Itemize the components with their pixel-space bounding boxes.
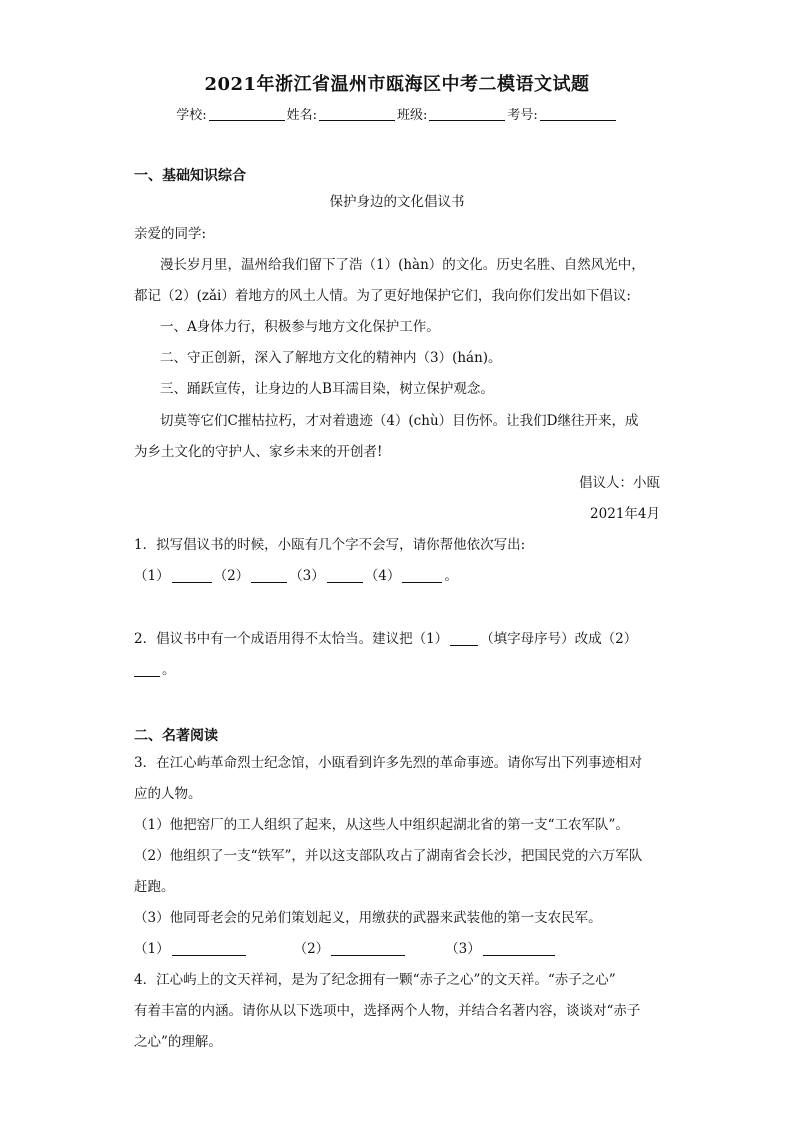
q1-label-2: （2） <box>213 568 250 584</box>
name-label: 姓名: <box>286 108 317 123</box>
question-1-answers <box>134 567 458 585</box>
class-label: 班级: <box>397 108 428 123</box>
q3-blank-1[interactable] <box>172 942 246 956</box>
class-blank[interactable] <box>429 108 505 121</box>
q1-label-3: （3） <box>289 568 325 584</box>
question-3-item-1: （1）他把窑厂的工人组织了起来，从这些人中组织起湖北省的第一支“工农军队”。 <box>134 817 629 833</box>
school-label: 学校: <box>176 108 207 123</box>
letter-paragraph-1-line-1: 漫长岁月里，温州给我们留下了浩（1）(hàn）的文化。历史名胜、自然风光中， <box>160 257 645 273</box>
exam-number-label: 考号: <box>507 108 538 123</box>
school-blank[interactable] <box>209 108 285 121</box>
q2-end: 。 <box>162 662 176 678</box>
q3-blank-3[interactable] <box>483 942 555 956</box>
question-3-item-2-line-1: （2）他组织了一支“铁军”，并以这支部队攻占了湖南省会长沙，把国民党的六万军队 <box>134 848 643 864</box>
question-4-line-3: 之心”的理解。 <box>134 1034 222 1050</box>
letter-paragraph-1-line-2: 都记（2）(zǎi）着地方的风土人情。为了更好地保护它们，我向你们发出如下倡议: <box>134 288 631 304</box>
q2-blank-1[interactable] <box>450 632 478 646</box>
letter-paragraph-2-line-1: 切莫等它们C摧枯拉朽，才对着遗迹（4）(chù）目伤怀。让我们D继往开来，成 <box>160 413 639 429</box>
section-heading-basics: 一、基础知识综合 <box>134 168 246 184</box>
letter-item-2: 二、守正创新，深入了解地方文化的精神内（3）(hán)。 <box>160 350 502 366</box>
question-3-item-3: （3）他同哥老会的兄弟们策划起义，用缴获的武器来武装他的第一支农民军。 <box>134 910 602 926</box>
question-3-item-2-line-2: 赶跑。 <box>134 879 175 895</box>
q1-blank-2[interactable] <box>251 569 287 583</box>
q1-blank-1[interactable] <box>172 569 212 583</box>
letter-item-1: 一、A身体力行，积极参与地方文化保护工作。 <box>160 319 440 335</box>
q1-label-4: （4） <box>364 568 401 584</box>
q2-blank-2[interactable] <box>134 663 160 677</box>
letter-date: 2021年4月 <box>590 506 660 522</box>
letter-item-3: 三、踊跃宣传，让身边的人B耳濡目染，树立保护观念。 <box>160 381 494 397</box>
exam-number-blank[interactable] <box>540 108 616 121</box>
question-3-line-1: 3．在江心屿革命烈士纪念馆，小瓯看到许多先烈的革命事迹。请你写出下列事迹相对 <box>134 755 643 771</box>
question-1-prompt: 1．拟写倡议书的时候，小瓯有几个字不会写，请你帮他依次写出: <box>134 537 526 553</box>
q3-label-1: （1） <box>134 941 170 957</box>
q1-blank-3[interactable] <box>327 569 363 583</box>
question-4-line-2: 有着丰富的内涵。请你从以下选项中，选择两个人物，并结合名著内容，谈谈对“赤子 <box>134 1003 641 1019</box>
q3-blank-2[interactable] <box>331 942 405 956</box>
question-2-line-1 <box>134 630 637 648</box>
student-info-line <box>0 104 794 123</box>
name-blank[interactable] <box>319 108 395 121</box>
question-4-line-1: 4．江心屿上的文天祥祠，是为了纪念拥有一颗“赤子之心”的文天祥。“赤子之心” <box>134 972 616 988</box>
q2-text-a: 2．倡议书中有一个成语用得不太恰当。建议把（1） <box>134 631 449 647</box>
question-2-line-2 <box>134 661 176 679</box>
letter-salutation: 亲爱的同学: <box>134 226 207 242</box>
q3-label-2: （2） <box>293 941 330 957</box>
letter-title: 保护身边的文化倡议书 <box>329 194 465 210</box>
q1-end: 。 <box>444 568 458 584</box>
q1-blank-4[interactable] <box>402 569 442 583</box>
q3-label-3: （3） <box>445 941 481 957</box>
letter-signer: 倡议人：小瓯 <box>579 475 660 491</box>
q1-label-1: （1） <box>134 568 170 584</box>
q2-text-b: （填字母序号）改成（2） <box>480 631 638 647</box>
question-3-line-2: 应的人物。 <box>134 786 202 802</box>
page-title: 2021年浙江省温州市瓯海区中考二模语文试题 <box>204 74 590 95</box>
section-heading-classics: 二、名著阅读 <box>134 728 218 744</box>
question-3-answers <box>134 940 557 958</box>
letter-paragraph-2-line-2: 为乡土文化的守护人、家乡未来的开创者! <box>134 444 383 460</box>
